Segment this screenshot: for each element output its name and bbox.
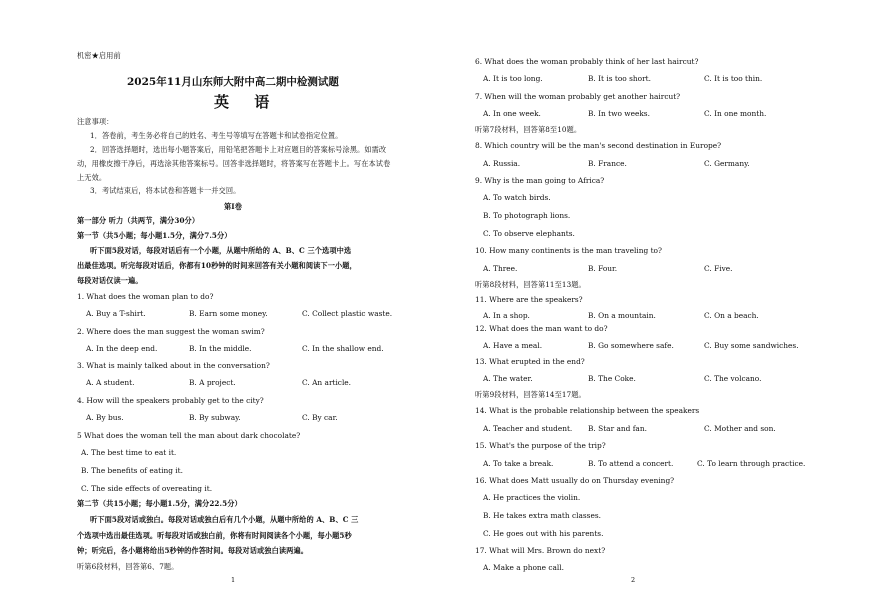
note-line: 1．答卷前，考生务必将自己的姓名、考生号等填写在答题卡和试卷指定位置。 [90, 131, 343, 140]
notes-heading: 注意事项： [77, 117, 114, 126]
question-stem: 3. What is mainly talked about in the conversation? [77, 361, 270, 370]
option-b: B. He takes extra math classes. [483, 511, 601, 520]
note-line: 3．考试结束后，将本试卷和答题卡一并交回。 [90, 186, 241, 195]
option-a: A. It is too long. [483, 74, 543, 83]
option-c: C. In one month. [704, 109, 767, 118]
section-instructions: 听下面5段对话或独白。每段对话或独白后有几个小题，从题中所给的 A、B、C 三 [90, 515, 359, 524]
question-stem: 5 What does the woman tell the man about dark chocolate? [77, 431, 301, 440]
question-stem: 16. What does Matt usually do on Thursday evening? [475, 476, 675, 485]
part-heading: 第一部分 听力（共两节，满分30分） [77, 216, 200, 225]
question-stem: 6. What does the woman probably think of her last haircut? [475, 57, 699, 66]
section-heading: 第一节（共5小题；每小题1.5分，满分7.5分） [77, 231, 232, 240]
question-stem: 13. What erupted in the end? [475, 357, 585, 366]
question-stem: 17. What will Mrs. Brown do next? [475, 546, 606, 555]
section-instructions: 听下面5段对话，每段对话后有一个小题，从题中所给的 A、B、C 三个选项中选 [90, 246, 352, 255]
option-b: B. To attend a concert. [588, 459, 674, 468]
option-c: C. By car. [302, 413, 338, 422]
option-c: C. Collect plastic waste. [302, 309, 393, 318]
page-number: 1 [231, 576, 236, 584]
question-stem: 15. What's the purpose of the trip? [475, 441, 606, 450]
confidential-mark: 机密★启用前 [77, 51, 121, 60]
volume-heading: 第Ⅰ卷 [224, 202, 243, 211]
option-a: A. Three. [483, 264, 518, 273]
option-c: C. Five. [704, 264, 733, 273]
option-b: B. A project. [189, 378, 236, 387]
section-heading: 第二节（共15小题；每小题1.5分，满分22.5分） [77, 499, 242, 508]
material-label: 听第8段材料，回答第11至13题。 [475, 280, 586, 289]
option-a: A. Buy a T-shirt. [86, 309, 146, 318]
option-b: B. The Coke. [588, 374, 636, 383]
option-c: C. It is too thin. [704, 74, 763, 83]
option-c: C. An article. [302, 378, 352, 387]
option-a: A. By bus. [86, 413, 124, 422]
material-label: 听第9段材料，回答第14至17题。 [475, 390, 586, 399]
note-line: 2．回答选择题时，选出每小题答案后，用铅笔把答题卡上对应题目的答案标号涂黑。如需改 [90, 145, 387, 154]
option-a: A. Teacher and student. [483, 424, 573, 433]
section-instructions: 个选项中选出最佳选项。听每段对话或独白前，你将有时间阅读各个小题，每小题5秒 [77, 531, 352, 540]
question-stem: 10. How many continents is the man traveling to? [475, 246, 662, 255]
exam-title: 2025年11月山东师大附中高二期中检测试题 [127, 76, 339, 88]
option-c: C. In the shallow end. [302, 344, 384, 353]
option-b: B. Star and fan. [588, 424, 647, 433]
exam-page-1 [0, 0, 430, 615]
option-b: B. Go somewhere safe. [588, 341, 674, 350]
option-c: C. Mother and son. [704, 424, 776, 433]
note-line: 动，用橡皮擦干净后，再选涂其他答案标号。回答非选择题时，将答案写在答题卡上。写在本试卷 [77, 159, 391, 168]
material-label: 听第7段材料，回答第8至10题。 [475, 125, 582, 134]
option-c: C. Germany. [704, 159, 750, 168]
option-c: C. To learn through practice. [697, 459, 806, 468]
material-label: 听第6段材料，回答第6、7题。 [77, 562, 179, 571]
option-b: B. The benefits of eating it. [81, 466, 183, 475]
question-stem: 9. Why is the man going to Africa? [475, 176, 605, 185]
section-instructions: 出最佳选项。听完每段对话后，你都有10秒钟的时间来回答有关小题和阅读下一小题， [77, 261, 357, 270]
option-a: A. To watch birds. [483, 193, 551, 202]
option-b: B. To photograph lions. [483, 211, 571, 220]
option-b: B. By subway. [189, 413, 241, 422]
question-stem: 12. What does the man want to do? [475, 324, 608, 333]
option-c: C. Buy some sandwiches. [704, 341, 799, 350]
option-c: C. He goes out with his parents. [483, 529, 604, 538]
option-b: B. It is too short. [588, 74, 651, 83]
option-b: B. Four. [588, 264, 618, 273]
option-a: A. In one week. [483, 109, 541, 118]
section-instructions: 每段对话仅读一遍。 [77, 276, 143, 285]
option-a: A. He practices the violin. [483, 493, 581, 502]
page-number: 2 [631, 576, 636, 584]
option-b: B. In two weeks. [588, 109, 650, 118]
section-instructions: 钟；听完后，各小题将给出5秒钟的作答时间。每段对话或独白读两遍。 [77, 546, 309, 555]
option-c: C. To observe elephants. [483, 229, 575, 238]
option-c: C. The volcano. [704, 374, 762, 383]
option-b: B. France. [588, 159, 627, 168]
exam-page-2 [430, 0, 870, 615]
option-b: B. In the middle. [189, 344, 252, 353]
option-c: C. The side effects of overeating it. [81, 484, 213, 493]
option-a: A. In the deep end. [86, 344, 158, 353]
option-a: A. Make a phone call. [483, 563, 565, 572]
option-b: B. On a mountain. [588, 311, 656, 320]
option-a: A. The water. [483, 374, 533, 383]
question-stem: 7. When will the woman probably get another haircut? [475, 92, 681, 101]
question-stem: 1. What does the woman plan to do? [77, 292, 214, 301]
question-stem: 14. What is the probable relationship between the speakers [475, 406, 700, 415]
question-stem: 8. Which country will be the man's second destination in Europe? [475, 141, 722, 150]
option-a: A. Russia. [483, 159, 521, 168]
option-a: A. The best time to eat it. [81, 448, 177, 457]
option-b: B. Earn some money. [189, 309, 268, 318]
question-stem: 11. Where are the speakers? [475, 295, 583, 304]
subject-title: 英 语 [214, 93, 280, 111]
option-a: A. In a shop. [483, 311, 530, 320]
option-c: C. On a beach. [704, 311, 759, 320]
option-a: A. To take a break. [483, 459, 554, 468]
option-a: A. A student. [86, 378, 135, 387]
question-stem: 4. How will the speakers probably get to the city? [77, 396, 264, 405]
option-a: A. Have a meal. [483, 341, 543, 350]
question-stem: 2. Where does the man suggest the woman swim? [77, 327, 265, 336]
note-line: 上无效。 [77, 173, 107, 182]
